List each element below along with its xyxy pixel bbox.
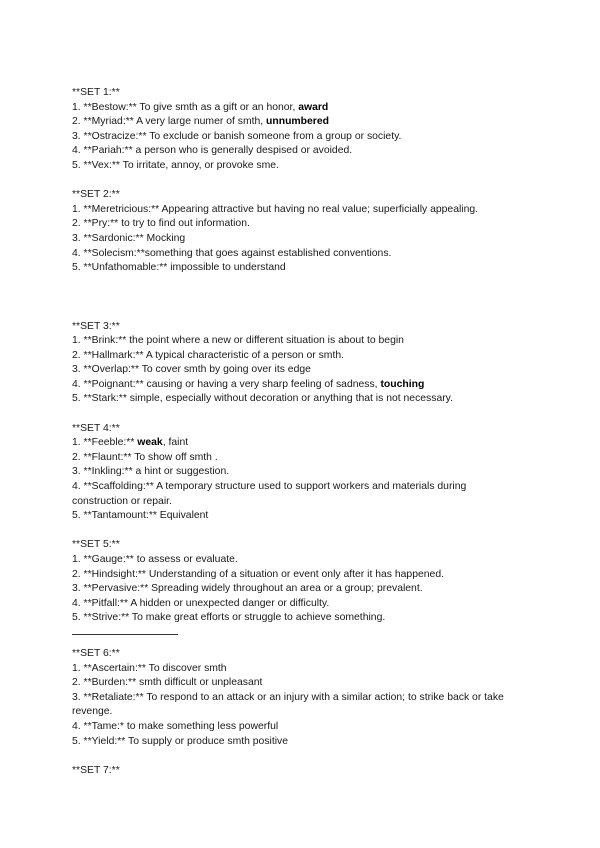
list-item: 2. **Hallmark:** A typical characteristic of a person or smth. — [72, 349, 344, 361]
list-item: 5. **Unfathomable:** impossible to understand — [72, 262, 286, 274]
spacer — [72, 174, 522, 189]
set-2 — [72, 188, 522, 276]
list-item: 2. **Burden:** smth difficult or unpleasant — [72, 677, 263, 689]
set-5 — [72, 538, 522, 626]
list-item: 1. **Bestow:** To give smth as a gift or an honor, award — [72, 101, 329, 113]
list-item: 2. **Pry:** to try to find out information. — [72, 218, 250, 230]
divider-line — [72, 634, 178, 635]
list-item: 1. **Ascertain:** To discover smth — [72, 662, 227, 674]
set-7 — [72, 764, 522, 779]
list-item: 4. **Poignant:** causing or having a very sharp feeling of sadness, touching — [72, 378, 425, 390]
set-1 — [72, 86, 522, 174]
list-item: 1. **Feeble:** weak, faint — [72, 437, 189, 449]
list-item: 1. **Gauge:** to assess or evaluate. — [72, 554, 238, 565]
list-item: 1. **Brink:** the point where a new or different situation is about to begin — [72, 335, 404, 347]
list-item: 3. **Overlap:** To cover smth by going over its edge — [72, 364, 311, 376]
spacer — [72, 276, 522, 305]
spacer — [72, 524, 522, 539]
list-item: 5. **Stark:** simple, especially without decoration or anything that is not necessary. — [72, 393, 453, 405]
set-heading: **SET 6:** — [72, 647, 120, 659]
list-item: 3. **Retaliate:** To respond to an attack or an injury with a similar action; to strike back or take revenge. — [72, 691, 504, 718]
list-item: 3. **Sardonic:** Mocking — [72, 232, 186, 244]
list-item: 4. **Tame:* to make something less powerful — [72, 720, 279, 732]
list-item: 2. **Flaunt:** To show off smth . — [72, 451, 218, 463]
list-item: 2. **Myriad:** A very large numer of smth, unnumbered — [72, 116, 329, 128]
list-item: 5. **Strive:** To make great efforts or struggle to achieve something. — [72, 612, 386, 624]
set-heading: **SET 2:** — [72, 189, 120, 201]
set-heading: **SET 4:** — [72, 422, 120, 434]
set-heading: **SET 3:** — [72, 320, 120, 332]
document-body — [72, 86, 522, 778]
list-item: 3. **Inkling:** a hint or suggestion. — [72, 466, 230, 478]
list-item: 5. **Tantamount:** Equivalent — [72, 510, 209, 522]
list-item: 4. **Pariah:** a person who is generally despised or avoided. — [72, 145, 353, 157]
list-item: 4. **Scaffolding:** A temporary structure used to support workers and materials during construction or repair. — [72, 481, 467, 507]
spacer — [72, 407, 522, 422]
set-heading: **SET 7:** — [72, 764, 120, 776]
set-4 — [72, 422, 522, 524]
set-heading: **SET 5:** — [72, 539, 120, 551]
spacer — [72, 305, 522, 320]
list-item: 4. **Pitfall:** A hidden or unexpected danger or difficulty. — [72, 597, 330, 609]
set-heading: **SET 1:** — [72, 87, 120, 98]
list-item: 3. **Ostracize:** To exclude or banish someone from a group or society. — [72, 130, 402, 142]
list-item: 4. **Solecism:**something that goes against established conventions. — [72, 247, 392, 259]
list-item: 3. **Pervasive:** Spreading widely throughout an area or a group; prevalent. — [72, 583, 423, 595]
list-item: 1. **Meretricious:** Appearing attractive but having no real value; superficially appealing. — [72, 203, 479, 215]
list-item: 5. **Yield:** To supply or produce smth positive — [72, 735, 289, 747]
spacer — [72, 749, 522, 764]
list-item: 2. **Hindsight:** Understanding of a situation or event only after it has happened. — [72, 568, 444, 580]
set-6 — [72, 647, 522, 749]
set-3 — [72, 320, 522, 408]
list-item: 5. **Vex:** To irritate, annoy, or provoke sme. — [72, 159, 279, 171]
